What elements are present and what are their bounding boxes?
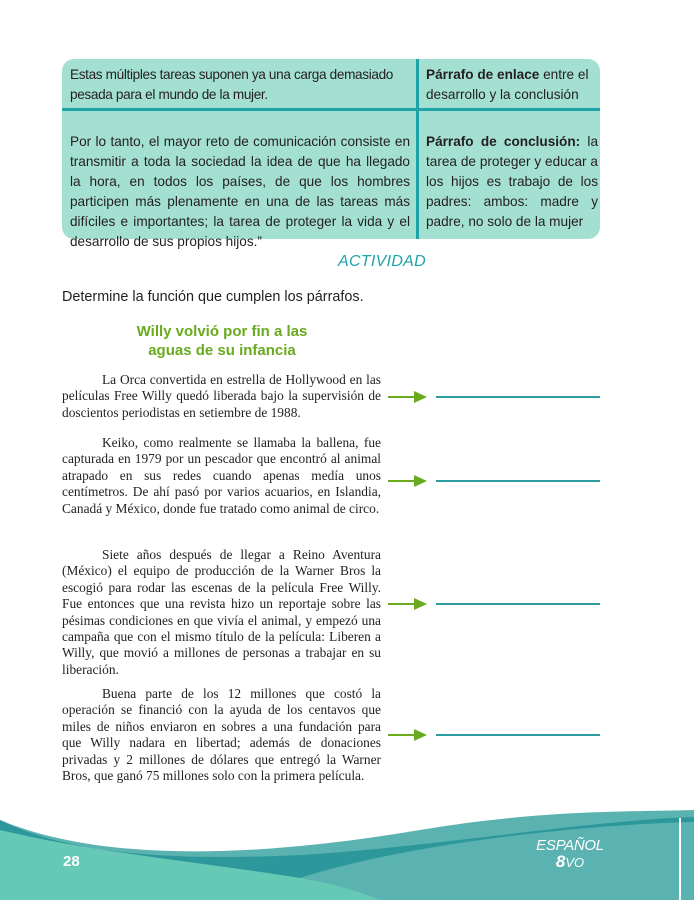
footer-edge-divider [679,818,681,900]
answer-line[interactable] [436,734,600,736]
brand-subject: ESPAÑOL [536,837,604,854]
table-row-2-text: Por lo tanto, el mayor reto de comunicación consiste en transmitir a toda la sociedad la idea de que ha llegado la hora, en todos los países, de que los hombres participen más plenamente en una de las tareas más difíciles e importantes; la tarea de proteger la vida y el desarrollo de sus propios hijos.” [70,134,410,249]
answer-field-1[interactable] [388,390,600,404]
story-paragraph-1: La Orca convertida en estrella de Hollywood en las películas Free Willy quedó liberada bajo la supervisión de doscientos periodistas en setiembre de 1988. [62,372,381,420]
activity-heading [0,253,694,271]
activity-instruction: Determine la función que cumplen los párrafos. [62,289,364,305]
arrow-right-icon [388,390,428,404]
label-bold: Párrafo de conclusión: [426,134,581,149]
book-brand [520,838,620,871]
answer-field-3[interactable] [388,597,600,611]
label-rest: entre el desarrollo y la conclusión [426,67,589,102]
answer-line[interactable] [436,480,600,482]
table-row-1-text: Estas múltiples tareas suponen ya una carga demasiado pesada para el mundo de la mujer. [70,67,394,102]
page-number: 28 [63,853,80,870]
paragraph-function-table [62,59,600,249]
table-column-divider [416,59,419,239]
story-paragraph-2: Keiko, como realmente se llamaba la ballena, fue capturada en 1979 por un pescador que encontró al animal atrapado en sus redes cuando apenas medía unos centímetros. De ahí pasó por varios acuarios, en Islandia, Canadá y México, donde fue tratado como animal de circo. [62,435,381,516]
table-row-2-label [426,132,598,232]
label-bold: Párrafo de enlace [426,67,540,82]
brand-grade: 8VO [555,852,585,871]
story-title-line-1: Willy volvió por fin a las [136,323,308,340]
story-paragraph-4: Buena parte de los 12 millones que costó la operación se financió con la ayuda de los centavos que miles de niños enviaron en sobres a una fundación para que Willy nadara en libertad; además de donaciones privadas y 2 millones de dólares que entregó la Warner Bros, que ganó 75 millones solo con la primera película. [62,686,381,784]
answer-line[interactable] [436,603,600,605]
story-title [62,322,382,360]
arrow-right-icon [388,728,428,742]
arrow-right-icon [388,597,428,611]
answer-field-4[interactable] [388,728,600,742]
table-row-divider [62,108,600,111]
answer-field-2[interactable] [388,474,600,488]
arrow-right-icon [388,474,428,488]
story-paragraph-3: Siete años después de llegar a Reino Aventura (México) el equipo de producción de la Warner Bros la escogió para rodar las escenas de la película Free Willy. Fue entonces que una revista hizo un reportaje sobre las pésimas condiciones en que vivía el animal, y empezó una campaña que con el mismo título de la película: Liberen a Willy, que movió a millones de personas a trabajar en su liberación. [62,547,381,677]
table-row-1-label [426,65,598,105]
story-title-line-2: aguas de su infancia [148,342,296,359]
activity-title-text: ACTIVIDAD [337,253,427,270]
label-rest: la tarea de proteger y educar a los hijos es trabajo de los padres: ambos: madre y padre, no solo de la mujer [426,134,599,229]
answer-line[interactable] [436,396,600,398]
